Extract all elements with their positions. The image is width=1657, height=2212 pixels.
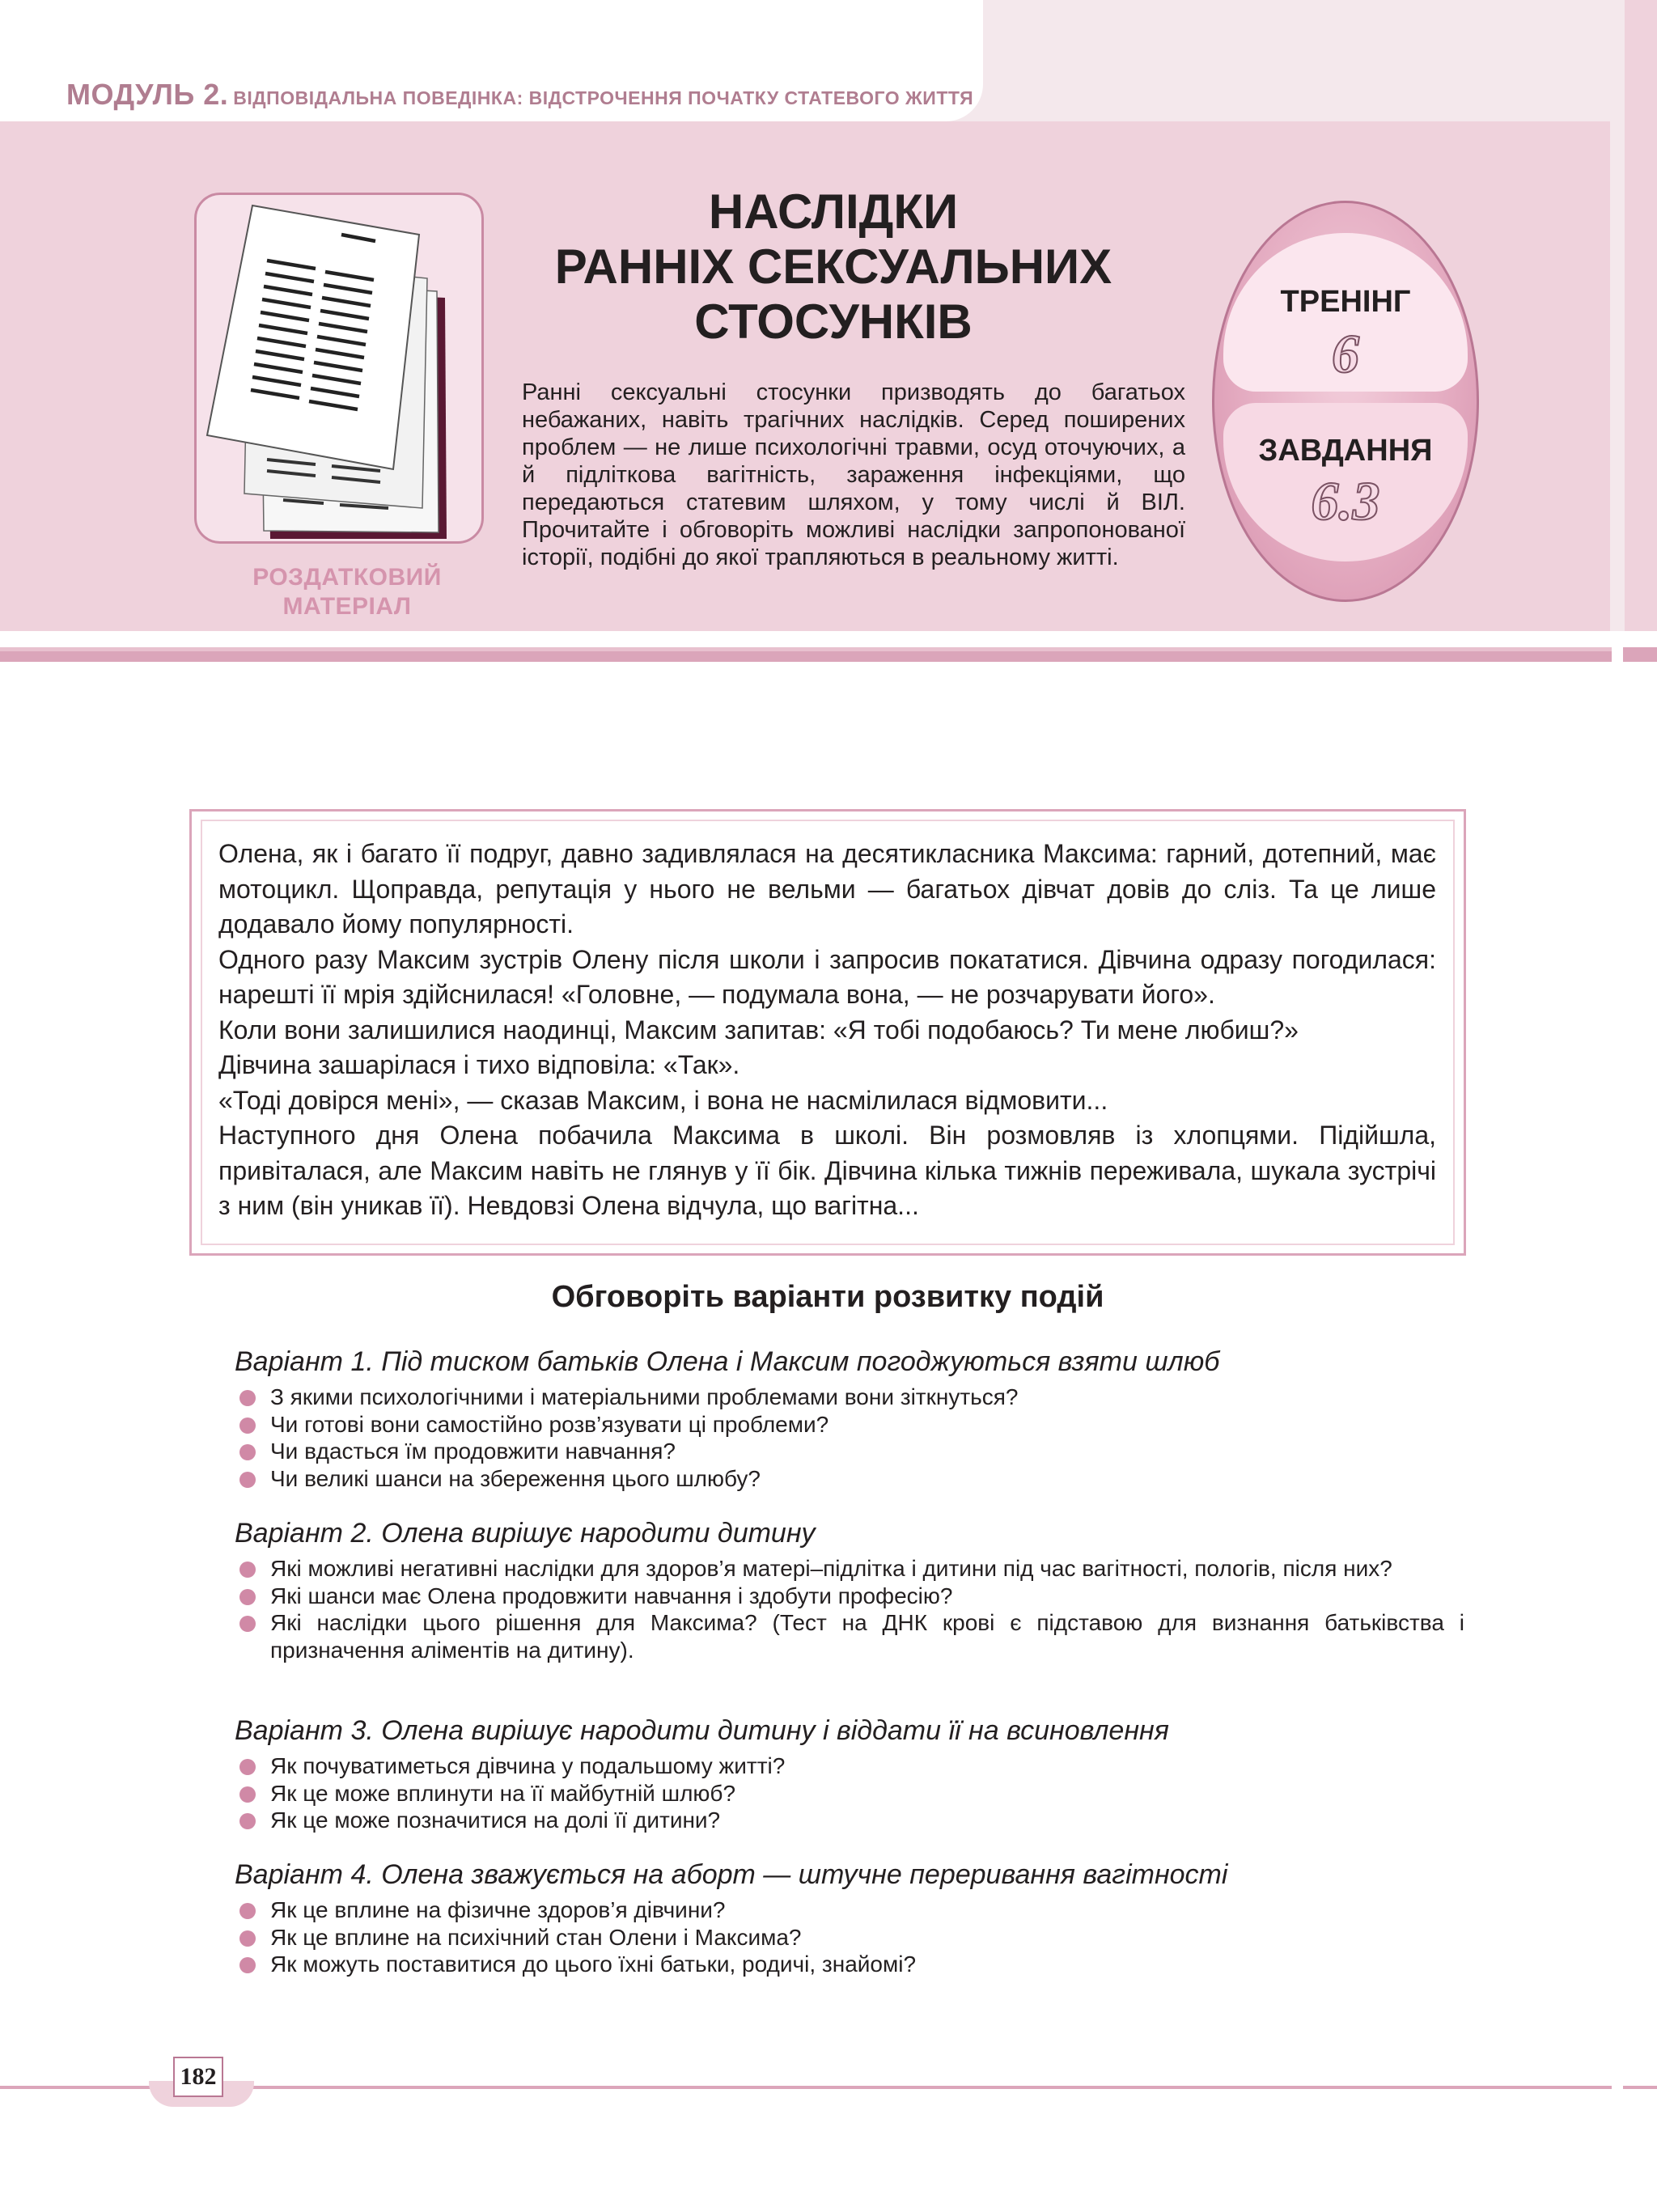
story-paragraph: Коли вони залишилися наодинці, Максим запитав: «Я тобі подобаюсь? Ти мене любиш?» <box>218 1015 1299 1045</box>
module-label <box>66 78 973 112</box>
variant-questions <box>235 1384 1464 1492</box>
list-item: Чи готові вони самостійно розв’язувати ці проблеми? <box>235 1411 1464 1439</box>
footer-rule-right <box>1623 2086 1657 2089</box>
handout-label <box>194 563 500 621</box>
variant-title: Варіант 4. Олена зважується на аборт — штучне переривання вагітності <box>235 1859 1228 1890</box>
list-item: З якими психологічними і матеріальними проблемами вони зіткнуться? <box>235 1384 1464 1411</box>
discussion-heading: Обговоріть варіанти розвитку подій <box>551 1280 1104 1314</box>
bullet-icon <box>239 1786 256 1803</box>
list-item: Чи великі шанси на збереження цього шлюбу? <box>235 1465 1464 1493</box>
page-title-line2: РАННІХ СЕКСУАЛЬНИХ <box>554 239 1112 294</box>
story-paragraph: «Тоді довірся мені», — сказав Максим, і вона не насмілилася відмовити... <box>218 1085 1108 1115</box>
list-item: Як це вплине на фізичне здоров’я дівчини? <box>235 1896 1464 1924</box>
story-paragraph: Одного разу Максим зустрів Олену після школи і запросив покататися. Дівчина одразу погодилася: нарешті її мрія здійснилася! «Головне, — подумала вона, — не розчарувати його». <box>218 944 1436 1009</box>
list-item: Чи вдасться їм продовжити навчання? <box>235 1438 1464 1465</box>
bullet-icon <box>239 1390 256 1406</box>
bullet-icon <box>239 1903 256 1919</box>
variant-title: Варіант 1. Під тиском батьків Олена і Максим погоджуються взяти шлюб <box>235 1346 1220 1377</box>
bullet-icon <box>239 1444 256 1460</box>
variant-questions <box>235 1555 1464 1663</box>
intro-paragraph: Ранні сексуальні стосунки призводять до багатьох небажаних, навіть трагічних наслідків. Серед поширених проблем — не лише психологічні травми, осуд оточуючих, а й підліткова вагітність, зараження інфекціями, що передаються статевим шляхом, у тому числі й ВІЛ. Прочитайте і обговоріть можливі наслідки запропонованої історії, подібні до якої трапляються в реальному житті. <box>522 379 1185 570</box>
bullet-icon <box>239 1930 256 1947</box>
variant-1 <box>235 1345 1464 1492</box>
bullet-icon <box>239 1616 256 1632</box>
bullet-icon <box>239 1589 256 1605</box>
task-number: 6.3 <box>1311 470 1380 532</box>
list-item: Як це може вплинути на її майбутній шлюб? <box>235 1780 1464 1807</box>
bullet-icon <box>239 1957 256 1973</box>
module-subtitle: ВІДПОВІДАЛЬНА ПОВЕДІНКА: ВІДСТРОЧЕННЯ ПОЧАТКУ СТАТЕВОГО ЖИТТЯ <box>233 87 974 108</box>
page-title-line3: СТОСУНКІВ <box>694 295 973 349</box>
variant-2 <box>235 1516 1464 1663</box>
variant-4 <box>235 1858 1464 1978</box>
story-paragraph: Олена, як і багато її подруг, давно задивлялася на десятикласника Максима: гарний, дотепний, має мотоцикл. Щоправда, репутація у нього не вельми — багатьох дівчат довів до сліз. Та це лише додавало йому популярності. <box>218 839 1436 939</box>
list-item: Як це може позначитися на долі її дитини? <box>235 1807 1464 1834</box>
header-rule-right <box>1623 647 1657 662</box>
list-item: Як це вплине на психічний стан Олени і Максима? <box>235 1924 1464 1951</box>
variant-3 <box>235 1714 1464 1834</box>
variant-title: Варіант 2. Олена вирішує народити дитину <box>235 1518 816 1549</box>
bullet-icon <box>239 1562 256 1578</box>
variant-questions <box>235 1896 1464 1978</box>
story-paragraph: Дівчина зашарілася і тихо відповіла: «Так». <box>218 1050 740 1079</box>
handout-label-line2: МАТЕРІАЛ <box>282 593 412 620</box>
list-item: Які можливі негативні наслідки для здоров’я матері–підлітка і дитини під час вагітності, пологів, після них? <box>235 1555 1464 1583</box>
task-label: ЗАВДАННЯ <box>1258 434 1433 468</box>
bullet-icon <box>239 1472 256 1488</box>
header-rule-highlight <box>0 647 1612 651</box>
story-text <box>218 837 1436 1224</box>
bullet-icon <box>239 1813 256 1829</box>
page-title-line1: НАСЛІДКИ <box>708 184 959 239</box>
page-title <box>518 184 1149 350</box>
training-label: ТРЕНІНГ <box>1280 285 1411 319</box>
list-item: Як можуть поставитися до цього їхні батьки, родичі, знайомі? <box>235 1951 1464 1978</box>
list-item: Як почуватиметься дівчина у подальшому житті? <box>235 1752 1464 1780</box>
bullet-icon <box>239 1759 256 1775</box>
page-number: 182 <box>173 2057 223 2097</box>
module-number: МОДУЛЬ 2. <box>66 78 229 111</box>
list-item: Які шанси має Олена продовжити навчання і здобути професію? <box>235 1583 1464 1610</box>
list-item: Які наслідки цього рішення для Максима? (Тест на ДНК крові є підставою для визнання батьківства і призначення аліментів на дитину). <box>235 1609 1464 1663</box>
variant-questions <box>235 1752 1464 1834</box>
training-number: 6 <box>1332 323 1359 384</box>
handout-papers-icon <box>202 201 477 540</box>
handout-label-line1: РОЗДАТКОВИЙ <box>252 564 442 591</box>
story-paragraph: Наступного дня Олена побачила Максима в школі. Він розмовляв із хлопцями. Підійшла, привіталася, але Максим навіть не глянув у її бік. Дівчина кілька тижнів переживала, шукала зустрічі з ним (він уникав її). Невдовзі Олена відчула, що вагітна... <box>218 1121 1436 1220</box>
bullet-icon <box>239 1417 256 1434</box>
variant-title: Варіант 3. Олена вирішує народити дитину і віддати її на всиновлення <box>235 1715 1169 1746</box>
header-right-strip <box>1625 0 1657 631</box>
